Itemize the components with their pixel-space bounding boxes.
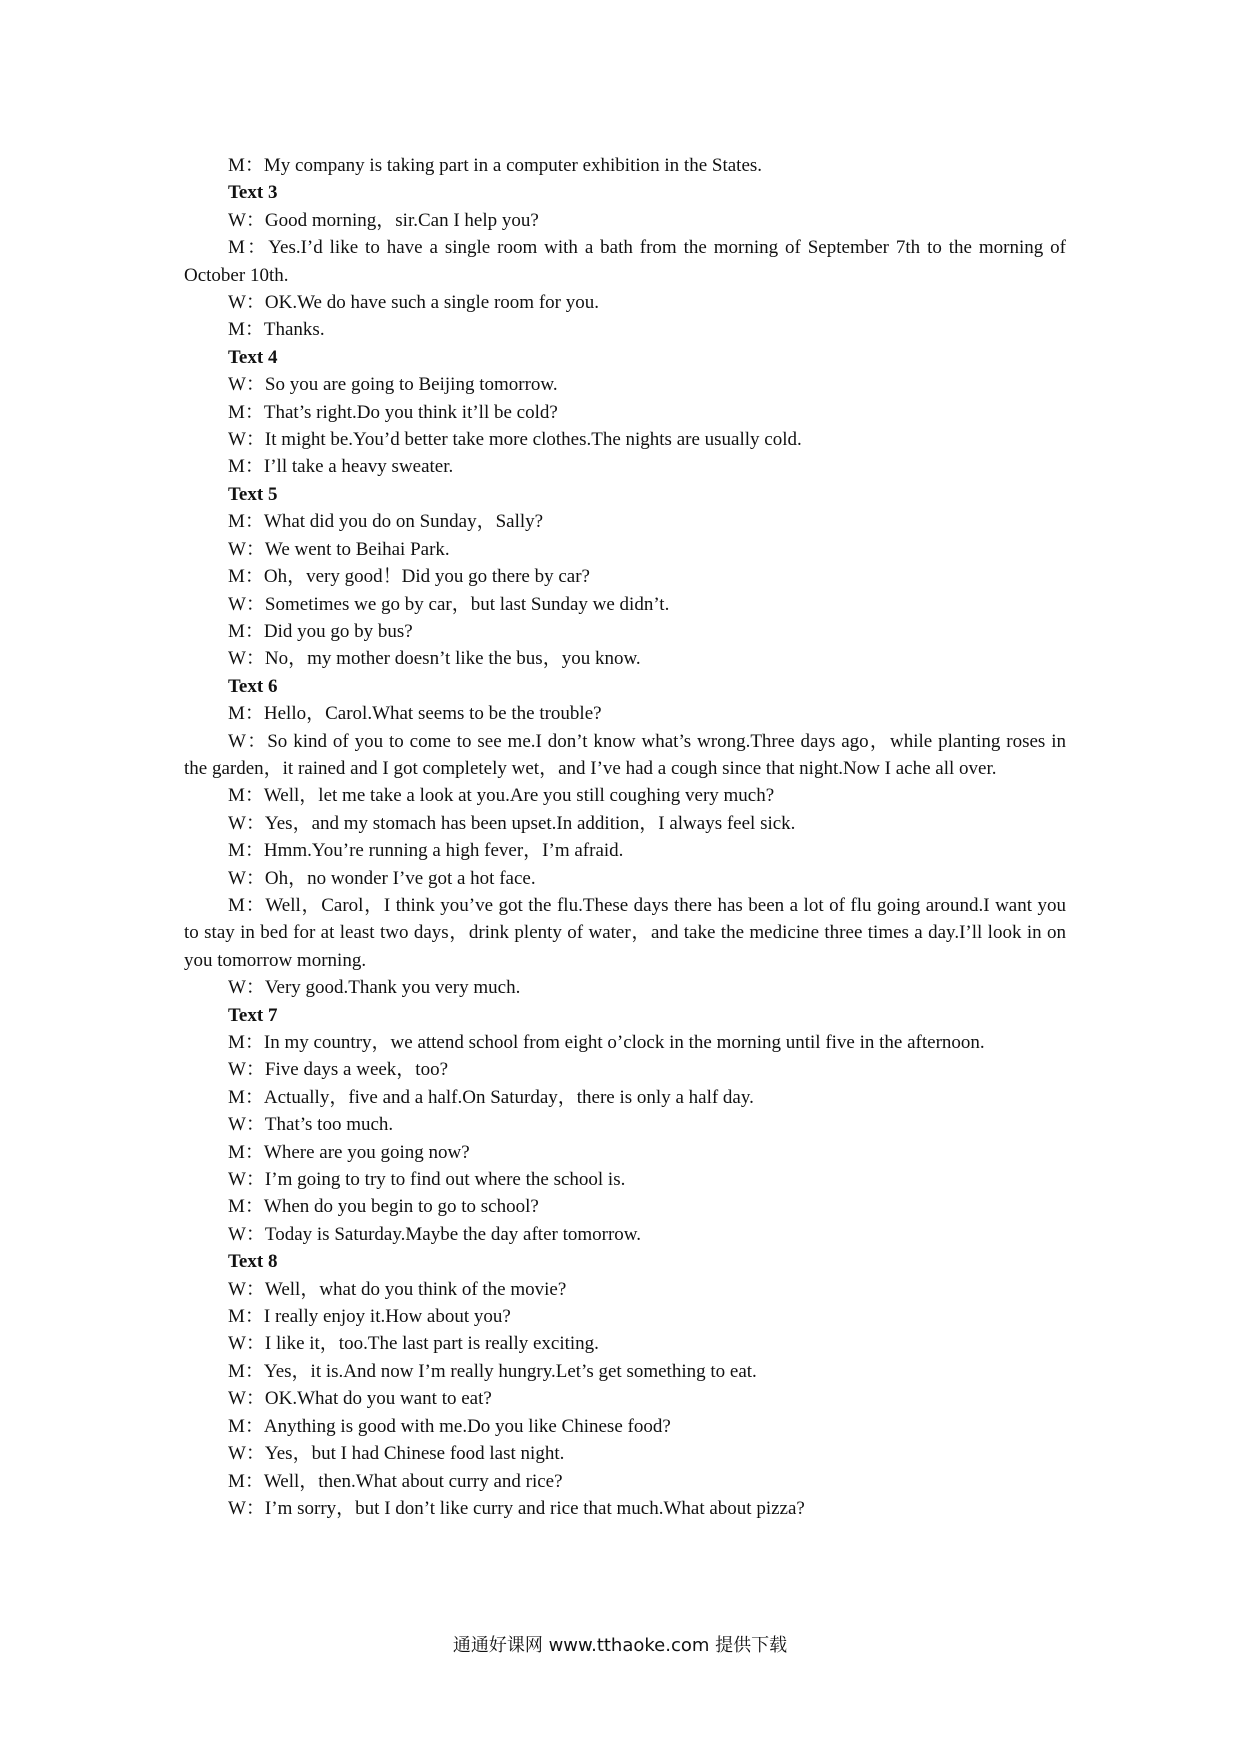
dialogue-line: M：That’s right.Do you think it’ll be cold? [228,401,558,423]
dialogue-line: W：It might be.You’d better take more clothes.The nights are usually cold. [228,429,802,451]
dialogue-line: M：I’ll take a heavy sweater. [228,456,454,478]
dialogue-line: M：Where are you going now? [228,1141,470,1163]
dialogue-line: W：We went to Beihai Park. [228,538,450,560]
dialogue-line: M：What did you do on Sunday，Sally? [228,511,544,533]
dialogue-line: W：Five days a week，too? [228,1059,449,1081]
dialogue-line: W：No，my mother doesn’t like the bus，you know. [228,648,641,670]
dialogue-line: W：So you are going to Beijing tomorrow. [228,374,558,396]
dialogue-line: M：In my country，we attend school from eight o’clock in the morning until five in the afternoon. [228,1032,985,1053]
dialogue-line: M：I really enjoy it.How about you? [228,1306,511,1328]
dialogue-line: W：I like it，too.The last part is really exciting. [228,1333,599,1355]
dialogue-line: M：Yes.I’d like to have a single room with a bath from the morning of September 7th to the morning of October 10th. [184,237,1066,286]
dialogue-line: M：Actually，five and a half.On Saturday，there is only a half day. [228,1086,754,1108]
dialogue-line: M：Oh，very good！Did you go there by car? [228,566,590,588]
page-footer: 通通好课网 www.tthaoke.com 提供下载 [452,1635,788,1656]
dialogue-line: W：Yes，and my stomach has been upset.In addition，I always feel sick. [228,812,796,834]
section-heading: Text 4 [228,346,278,368]
dialogue-line: M：Hello，Carol.What seems to be the trouble? [228,703,602,725]
dialogue-line: W：OK.What do you want to eat? [228,1388,492,1410]
section-heading: Text 7 [228,1004,278,1026]
dialogue-line: M：Well，let me take a look at you.Are you still coughing very much? [228,785,775,807]
dialogue-line: W：Oh，no wonder I’ve got a hot face. [228,867,536,889]
dialogue-line: M：When do you begin to go to school? [228,1196,539,1218]
dialogue-line: W：OK.We do have such a single room for you. [228,292,599,314]
dialogue-line: W：Very good.Thank you very much. [228,977,521,999]
dialogue-line: M：Well，Carol，I think you’ve got the flu.These days there has been a lot of flu going around.I want you to stay in bed for at least two days，drink plenty of water，and take the medicine three times a day.I’ll look in on you tomorrow morning. [184,894,1066,971]
dialogue-line: W：I’m sorry，but I don’t like curry and rice that much.What about pizza? [228,1497,805,1519]
dialogue-line: M：Thanks. [228,319,325,341]
dialogue-line: M：Anything is good with me.Do you like Chinese food? [228,1415,671,1437]
dialogue-line: W：Well，what do you think of the movie? [228,1278,567,1300]
dialogue-line: M：My company is taking part in a computer exhibition in the States. [228,155,763,176]
dialogue-line: W：So kind of you to come to see me.I don’t know what’s wrong.Three days ago，while planting roses in the garden，it rained and I got completely wet，and I’ve had a cough since that night.Now I ache all over. [184,730,1066,779]
dialogue-line: W：Good morning，sir.Can I help you? [228,209,539,231]
dialogue-line: W：Today is Saturday.Maybe the day after tomorrow. [228,1223,642,1245]
section-heading: Text 6 [228,675,278,697]
section-heading: Text 5 [228,483,278,505]
dialogue-line: M：Well，then.What about curry and rice? [228,1470,563,1492]
dialogue-line: W：I’m going to try to find out where the school is. [228,1169,626,1191]
dialogue-line: W：Yes，but I had Chinese food last night. [228,1443,565,1465]
dialogue-line: W：Sometimes we go by car，but last Sunday we didn’t. [228,593,670,615]
section-heading: Text 8 [228,1251,278,1273]
dialogue-line: M：Yes，it is.And now I’m really hungry.Let’s get something to eat. [228,1360,757,1382]
dialogue-line: M：Hmm.You’re running a high fever，I’m afraid. [228,840,624,862]
section-heading: Text 3 [228,182,278,204]
dialogue-line: W：That’s too much. [228,1114,394,1136]
dialogue-line: M：Did you go by bus? [228,620,413,642]
transcript-body [184,152,1066,1522]
